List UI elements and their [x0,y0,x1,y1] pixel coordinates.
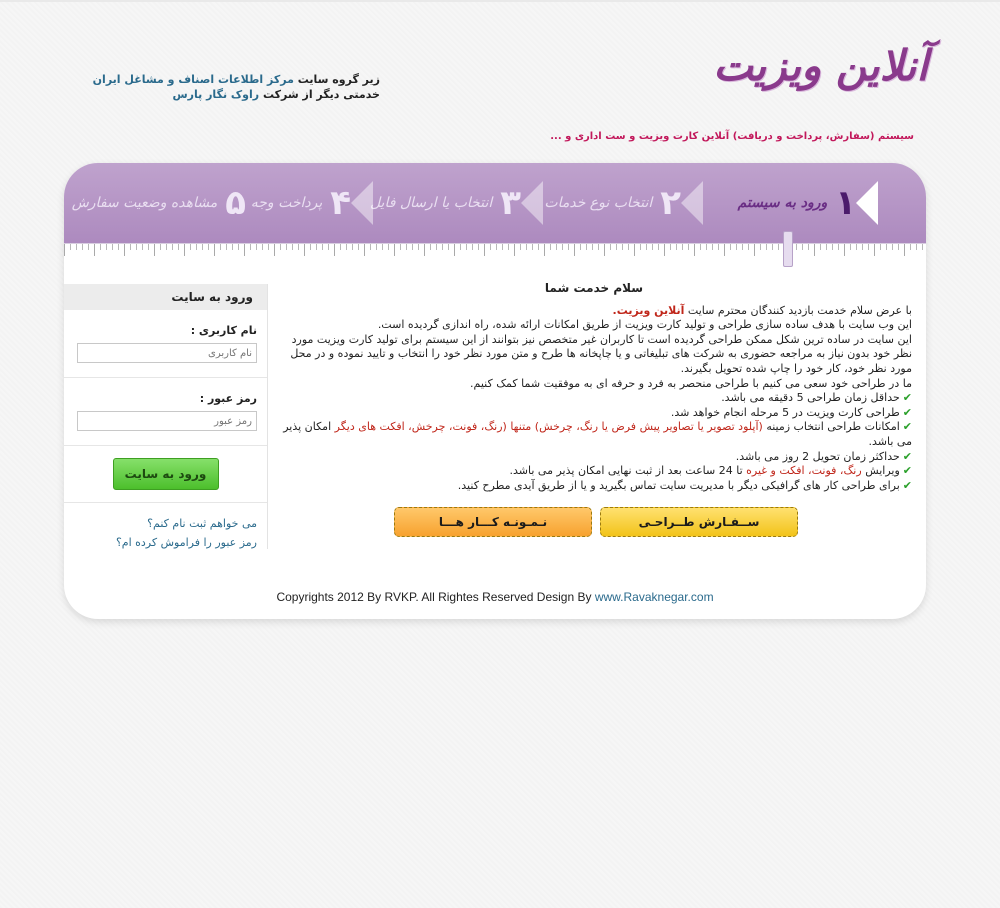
paragraph-1: این وب سایت با هدف ساده سازی طراحی و تولید کارت ویزیت از طریق امکانات ارائه شده، راه اندازی گردیده است. [377,318,912,332]
username-input[interactable] [77,343,257,363]
intro-text: با عرض سلام خدمت بازدید کنندگان محترم سایت [687,303,912,317]
step-file[interactable] [370,163,551,243]
step-label: پرداخت وجه [250,195,323,211]
checkmark-icon: ✔ [902,391,912,405]
group-prefix: زیر گروه سایت [297,73,380,86]
intro-line [276,304,912,319]
feature-highlight: (آپلود تصویر یا تصاویر پیش فرض یا رنگ، چرخش) متنها (رنگ، فونت، چرخش، افکت های دیگر [334,420,763,434]
footer [64,590,926,604]
chevron-left-icon [681,181,703,225]
feature-item [276,391,912,406]
checkmark-icon: ✔ [902,449,912,463]
step-number: ۵ [225,183,246,223]
steps-bar [64,163,926,243]
feature-text: طراحی کارت ویزیت در 5 مرحله انجام خواهد شد. [670,405,900,419]
divider [64,377,267,378]
step-label: انتخاب یا ارسال فایل [369,195,493,211]
top-border [0,0,1000,2]
action-buttons [394,507,798,537]
site-tagline: سیستم (سفارش، پرداخت و دریافت) آنلاین کارت ویزیت و ست اداری و ... [550,131,914,142]
forgot-password-link[interactable]: رمز عبور را فراموش کرده ام؟ [115,536,257,549]
checkmark-icon: ✔ [902,478,912,492]
service-prefix: خدمتی دیگر از شرکت [262,88,380,101]
company-link[interactable]: راوک نگار پارس [172,88,260,101]
site-logo[interactable] [713,36,928,106]
copyright-text: Copyrights 2012 By RVKP. All Rightes Reserved Design By [276,590,592,604]
feature-text: ویرایش [865,464,900,478]
order-design-button[interactable]: ســفـارش طــراحـی [600,507,798,537]
login-sidebar [64,284,268,549]
feature-highlight: رنگ، فونت، افکت و غیره [746,464,862,478]
welcome-content [276,281,912,493]
designer-link[interactable]: www.Ravaknegar.com [594,590,714,604]
login-button[interactable]: ورود به سایت [113,458,219,490]
intro-brand: آنلاین ویزیت. [612,303,685,317]
register-link[interactable]: می خواهم ثبت نام کنم؟ [147,517,257,530]
samples-button[interactable]: نـمـونـه کـــار هـــا [394,507,592,537]
password-label: رمز عبور : [199,392,257,405]
step-login[interactable] [738,163,886,243]
ruler-divider [64,243,926,266]
chevron-left-icon [521,181,543,225]
username-label: نام کاربری : [190,324,257,337]
step-number: ۲ [660,183,681,223]
feature-text: تا 24 ساعت بعد از ثبت نهایی امکان پذیر می باشد. [509,464,743,478]
step-number: ۱ [835,183,856,223]
group-info [80,72,380,102]
feature-text: حداکثر زمان تحویل 2 روز می باشد. [735,449,900,463]
ruler-ticks [64,244,926,256]
feature-text: برای طراحی کار های گرافیکی دیگر با مدیریت سایت تماس بگیرید و یا از طریق آیدی مطرح کنید. [457,478,900,492]
feature-item [276,464,912,479]
login-title: ورود به سایت [64,284,267,310]
step-payment[interactable] [251,163,381,243]
step-number: ۳ [500,183,521,223]
step-service-type[interactable] [544,163,711,243]
feature-item [276,420,912,449]
step-label: انتخاب نوع خدمات [544,195,653,211]
chevron-left-icon [351,181,373,225]
service-line [80,87,380,102]
feature-text: حداقل زمان طراحی 5 دقیقه می باشد. [721,391,900,405]
group-link[interactable]: مرکز اطلاعات اصناف و مشاغل ایران [92,73,294,86]
feature-item [276,479,912,494]
ruler-marker [783,231,793,267]
welcome-title: سلام خدمت شما [544,281,644,295]
paragraph-3: ما در طراحی خود سعی می کنیم با طراحی منحصر به فرد و حرفه ای به موفقیت شما کمک کنیم. [470,376,912,390]
step-order-status[interactable] [72,163,246,243]
step-label: مشاهده وضعیت سفارش [71,195,218,211]
divider [64,445,267,446]
step-number: ۴ [330,183,351,223]
logo-text: آنلاین ویزیت [713,41,928,90]
feature-text: امکان پذیر می باشد. [283,420,912,448]
checkmark-icon: ✔ [902,420,912,434]
divider [64,502,267,503]
feature-item [276,406,912,421]
paragraph-2: این سایت در ساده ترین شکل ممکن طراحی گردیده است تا کاربران غیر متخصص نیز بتوانند از این سیستم برای تولید کارت ویزیت مورد نظر خود بدون نیاز به مراجعه حضوری به شرکت های تبلیغاتی و یا چاپخانه ها طرح و متن مورد نظر خود را انتخاب و تایید نموده و در محل مورد نظر خود، کار خود را چاپ شده تحویل بگیرند. [290,332,912,375]
password-input[interactable] [77,411,257,431]
feature-text: امکانات طراحی انتخاب زمینه [766,420,900,434]
chevron-left-icon [856,181,878,225]
checkmark-icon: ✔ [902,464,912,478]
feature-item [276,450,912,465]
group-line [80,72,380,87]
checkmark-icon: ✔ [902,405,912,419]
main-card [64,163,926,619]
step-label: ورود به سیستم [737,195,828,211]
